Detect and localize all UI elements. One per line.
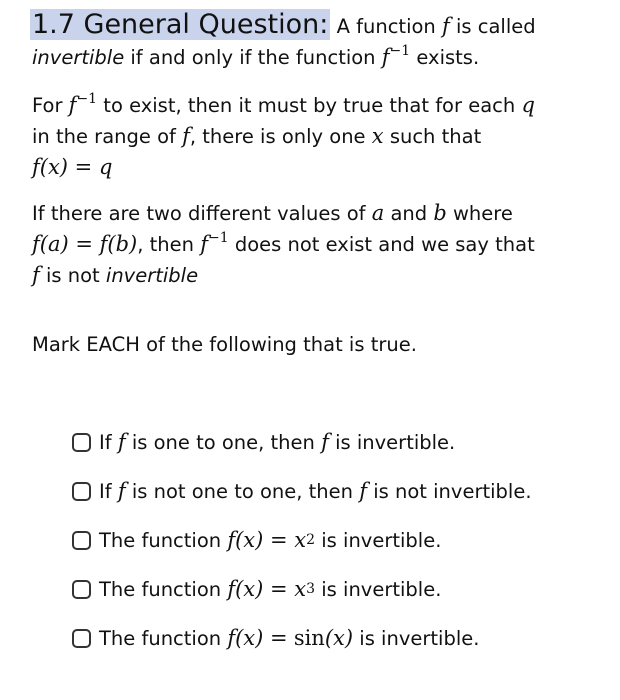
option-text: is not one to one, then	[131, 479, 354, 503]
term-invertible: invertible	[105, 264, 199, 287]
math-x: x	[371, 124, 384, 148]
math-inverse-exponent: −1	[207, 230, 229, 246]
math-f: f	[182, 124, 190, 148]
math-inverse-exponent: −1	[76, 91, 98, 107]
option-text: The function	[99, 577, 222, 601]
math-fa-equals-fb: f(a) = f(b)	[32, 232, 138, 256]
intro-exists: exists.	[416, 46, 480, 69]
math-expression: f(x) =	[227, 626, 288, 650]
math-f: f	[359, 479, 368, 503]
p3-where: where	[452, 202, 513, 225]
math-expression: (x)	[324, 626, 354, 650]
option-text: is invertible.	[321, 577, 442, 601]
p3-not-exist: does not exist and we say that	[234, 233, 535, 256]
math-f: f	[117, 430, 126, 454]
p2-range: in the range of	[32, 125, 176, 148]
math-inverse-exponent: −1	[389, 43, 411, 59]
checkbox-option-3[interactable]	[72, 531, 91, 550]
math-fx-equals-q: f(x) = q	[32, 155, 113, 179]
checkbox-option-2[interactable]	[72, 482, 91, 501]
p3-isnot: is not	[45, 264, 100, 287]
option-1[interactable]	[72, 418, 602, 466]
math-a: a	[371, 201, 385, 225]
comma: ,	[189, 125, 197, 148]
option-text: is not invertible.	[373, 479, 532, 503]
option-4[interactable]: The function f(x) = x 3 is invertible.	[72, 565, 602, 613]
option-5[interactable]	[72, 614, 602, 662]
math-f: f	[321, 430, 329, 454]
math-expression: f(x) = x	[227, 528, 307, 552]
math-f: f	[441, 14, 450, 38]
option-text: The function	[99, 528, 222, 552]
question-heading: 1.7 General Question:	[32, 9, 329, 40]
checkbox-option-1[interactable]	[72, 433, 91, 452]
option-text: If	[99, 479, 112, 503]
option-text: is invertible.	[359, 626, 480, 650]
intro-text-a: A function	[336, 15, 436, 38]
instruction: Mark EACH of the following that is true.	[32, 333, 417, 356]
math-sin: sin	[293, 626, 325, 650]
math-f: f	[200, 232, 208, 256]
p2-for: For	[32, 94, 63, 117]
intro-is-called: is called	[455, 15, 536, 38]
p3-a: If there are two different values of	[32, 202, 366, 225]
math-b: b	[433, 201, 447, 225]
checkbox-option-5[interactable]	[72, 629, 91, 648]
option-3[interactable]: The function f(x) = x 2 is invertible.	[72, 516, 602, 564]
math-f: f	[32, 263, 40, 287]
math-q: q	[521, 93, 535, 117]
option-text: is one to one, then	[131, 430, 315, 454]
math-f: f	[381, 45, 390, 69]
math-expression: f(x) = x	[227, 577, 307, 601]
option-2[interactable]	[72, 467, 602, 515]
p3-then: , then	[137, 233, 194, 256]
option-text: is invertible.	[321, 528, 442, 552]
p3-and: and	[390, 202, 428, 225]
question-intro	[32, 10, 592, 73]
option-text: If	[99, 430, 112, 454]
math-f: f	[68, 93, 77, 117]
p2-such: such that	[389, 125, 482, 148]
p2-only: there is only one	[202, 125, 366, 148]
paragraph-not-invertible	[32, 198, 592, 291]
p2-mid: to exist, then it must by true that for each	[103, 94, 516, 117]
option-text: The function	[99, 626, 222, 650]
math-f: f	[117, 479, 126, 503]
intro-iff: if and only if the function	[130, 46, 376, 69]
answer-options	[72, 418, 602, 663]
term-invertible: invertible	[32, 46, 125, 69]
checkbox-option-4[interactable]	[72, 580, 91, 599]
option-text: is invertible.	[335, 430, 456, 454]
paragraph-inverse-condition	[32, 90, 592, 183]
